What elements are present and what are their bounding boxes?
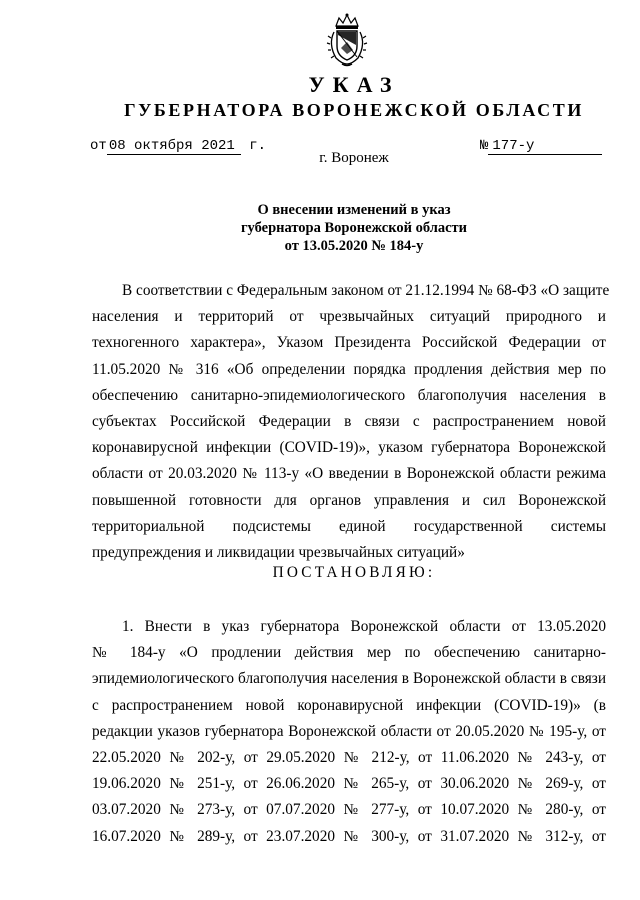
clause-1-paragraph xyxy=(92,614,606,850)
doc-title-line: от 13.05.2020 № 184-у xyxy=(284,238,424,254)
number-value: 177-у xyxy=(488,138,602,155)
preamble-line: области от 20.03.2020 № 113-у «О введении в Воронежской области режима xyxy=(92,465,606,483)
clause-line: № 184-у «О продлении действия мер по обеспечению санитарно- xyxy=(92,644,606,662)
preamble-line: повышенной готовности для органов управления и сил Воронежской xyxy=(92,491,606,509)
clause-line: с распространением новой коронавирусной инфекции (COVID-19)» (в xyxy=(92,696,606,714)
clause-line: 16.07.2020 № 289-у, от 23.07.2020 № 300-у, от 31.07.2020 № 312-у, от xyxy=(92,827,606,845)
clause-line: 22.05.2020 № 202-у, от 29.05.2020 № 212-у, от 11.06.2020 № 243-у, от xyxy=(92,748,606,766)
preamble-line: предупреждения и ликвидации чрезвычайных ситуаций» xyxy=(92,543,465,561)
preamble-paragraph xyxy=(92,278,610,566)
clause-line: 1. Внести в указ губернатора Воронежской области от 13.05.2020 xyxy=(122,618,606,635)
preamble-line: обеспечению санитарно-эпидемиологического благополучия населения в xyxy=(92,386,606,404)
clause-line: 03.07.2020 № 273-у, от 07.07.2020 № 277-у, от 10.07.2020 № 280-у, от xyxy=(92,801,606,819)
clause-line: редакции указов губернатора Воронежской области от 20.05.2020 № 195-у, от xyxy=(92,722,606,740)
date-prefix: от xyxy=(90,138,107,154)
coat-of-arms-voronezh-icon xyxy=(324,12,370,68)
number-prefix: № xyxy=(480,138,489,154)
preamble-line: В соответствии с Федеральным законом от 21.12.1994 № 68-ФЗ «О защите xyxy=(122,282,610,299)
doc-title xyxy=(0,201,640,255)
preamble-line: субъектах Российской Федерации в связи с распространением новой xyxy=(92,412,606,430)
preamble-line: территориальной подсистемы единой государственной системы xyxy=(92,517,606,535)
clause-line: 19.06.2020 № 251-у, от 26.06.2020 № 265-у, от 30.06.2020 № 269-у, от xyxy=(92,775,606,793)
preamble-line: 11.05.2020 № 316 «Об определении порядка продления действия мер по xyxy=(92,360,606,378)
clause-line: эпидемиологического благополучия населения в Воронежской области в связи xyxy=(92,670,606,688)
date-suffix: г. xyxy=(249,138,267,154)
preamble-line: коронавирусной инфекции (COVID-19)», указом губернатора Воронежской xyxy=(92,439,606,457)
preamble-line: населения и территорий от чрезвычайных ситуаций природного и xyxy=(92,308,606,326)
issuer-heading: ГУБЕРНАТОРА ВОРОНЕЖСКОЙ ОБЛАСТИ xyxy=(124,100,584,120)
doc-title-line: губернатора Воронежской области xyxy=(240,220,468,236)
doc-title-line: О внесении изменений в указ xyxy=(257,202,451,218)
doc-type-heading: УКАЗ xyxy=(308,72,400,97)
city: г. Воронеж xyxy=(319,150,389,166)
decree-word: ПОСТАНОВЛЯЮ: xyxy=(272,564,436,581)
date-value: 08 октября 2021 xyxy=(107,138,241,155)
preamble-line: техногенного характера», Указом Президента Российской Федерации от xyxy=(92,334,606,352)
